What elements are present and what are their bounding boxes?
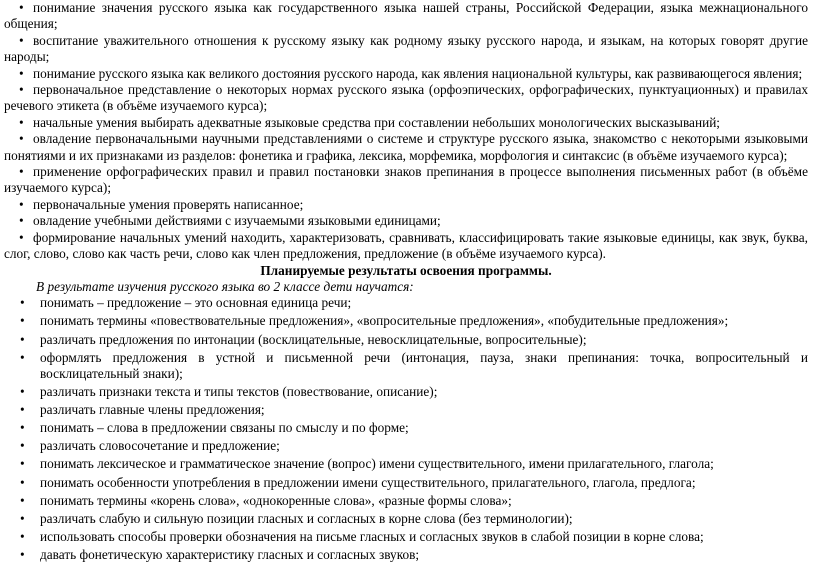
list-item-text: давать фонетическую характеристику гласных и согласных звуков; <box>40 546 420 562</box>
list-item-text: воспитание уважительного отношения к русскому языку как родному языку русского народа, и языкам, на которых говорят другие народы; <box>4 32 808 65</box>
bullet-icon: • <box>20 402 25 418</box>
list-item <box>4 295 808 311</box>
list-item <box>4 350 808 383</box>
list-item-text: оформлять предложения в устной и письменной речи (интонация, пауза, знаки препинания: точка, вопросительный и восклицательный знаки); <box>40 349 808 381</box>
list-item-text: понимать особенности употребления в предложении имени существительного, прилагательного, глагола, предлога; <box>40 474 696 490</box>
list-item-text: использовать способы проверки обозначения на письме гласных и согласных звуков в слабой позиции в корне слова; <box>40 528 704 544</box>
list-item-text: начальные умения выбирать адекватные языковые средства при составлении небольших монологических высказываний; <box>33 114 721 130</box>
list-item-text: овладение первоначальными научными представлениями о системе и структуре русского языка, знакомство с некоторыми языковыми понятиями и их признаками из разделов: фонетика и графика, лексика, морфемика, морфология и синтаксис (в объёме изучаемого курса); <box>4 131 808 163</box>
section-intro: В результате изучения русского языка во 2 классе дети научатся: <box>36 278 414 294</box>
bullet-icon: • <box>20 349 25 365</box>
bullet-icon: • <box>19 32 24 48</box>
bullet-icon: • <box>20 438 25 454</box>
bullet-icon: • <box>20 420 25 436</box>
section-title: Планируемые результаты освоения программы. <box>260 262 552 278</box>
list-item-text: различать главные члены предложения; <box>40 402 265 418</box>
list-item <box>4 33 808 66</box>
bullet-icon: • <box>19 0 24 15</box>
bullet-icon: • <box>19 82 24 98</box>
list-item-text: понимать лексическое и грамматическое значение (вопрос) имени существительного, имени прилагательного, глагола; <box>40 456 714 472</box>
list-item-text: понимать – слова в предложении связаны по смыслу и по форме; <box>40 420 409 436</box>
list-item <box>4 332 808 348</box>
list-item <box>4 547 808 563</box>
list-item-text: различать слабую и сильную позиции гласных и согласных в корне слова (без терминологии); <box>40 510 573 526</box>
list-item <box>4 164 808 197</box>
bullet-icon: • <box>19 213 24 229</box>
bullet-icon: • <box>20 331 25 347</box>
list-item <box>4 511 808 527</box>
bullet-icon: • <box>19 164 24 180</box>
list-item-text: овладение учебными действиями с изучаемыми языковыми единицами; <box>33 213 441 229</box>
list-item <box>4 0 808 33</box>
list-item-text: понимать термины «корень слова», «однокоренные слова», «разные формы слова»; <box>40 492 512 508</box>
list-item <box>4 529 808 545</box>
list-item <box>4 456 808 472</box>
list-item-text: различать признаки текста и типы текстов (повествование, описание); <box>40 384 438 400</box>
list-item-text: применение орфографических правил и правил постановки знаков препинания в процессе выполнения письменных работ (в объёме изучаемого курса); <box>4 164 808 196</box>
outcomes-list <box>4 295 808 563</box>
bullet-icon: • <box>19 196 24 212</box>
bullet-icon: • <box>20 546 25 562</box>
list-item <box>4 230 808 263</box>
list-item <box>4 493 808 509</box>
goals-list <box>4 0 808 263</box>
bullet-icon: • <box>20 295 25 311</box>
bullet-icon: • <box>20 492 25 508</box>
list-item <box>4 213 808 229</box>
bullet-icon: • <box>20 384 25 400</box>
list-item-text: первоначальные умения проверять написанное; <box>33 196 304 212</box>
bullet-icon: • <box>19 114 24 130</box>
list-item <box>4 131 808 164</box>
list-item <box>4 384 808 400</box>
list-item <box>4 115 808 131</box>
bullet-icon: • <box>20 313 25 329</box>
list-item-text: понимать термины «повествовательные предложения», «вопросительные предложения», «побудительные предложения»; <box>40 313 729 329</box>
list-item-text: формирование начальных умений находить, характеризовать, сравнивать, классифицировать такие языковые единицы, как звук, буква, слог, слово, слово как часть речи, слово как член предложения, предложение (в объёме изучаемого курса). <box>4 229 808 262</box>
bullet-icon: • <box>20 510 25 526</box>
list-item-text: понимание значения русского языка как государственного языка нашей страны, Российской Федерации, языка межнационального общения; <box>4 0 808 32</box>
bullet-icon: • <box>19 65 24 81</box>
list-item-text: первоначальное представление о некоторых нормах русского языка (орфоэпических, орфографических, пунктуационных) и правилах речевого этикета (в объёме изучаемого курса); <box>4 82 808 114</box>
bullet-icon: • <box>20 528 25 544</box>
bullet-icon: • <box>20 474 25 490</box>
list-item-text: понимание русского языка как великого достояния русского народа, как явления национальной культуры, как развивающегося явления; <box>33 65 803 81</box>
bullet-icon: • <box>19 229 24 245</box>
list-item <box>4 66 808 82</box>
list-item-text: различать словосочетание и предложение; <box>40 438 280 454</box>
bullet-icon: • <box>20 456 25 472</box>
list-item <box>4 197 808 213</box>
list-item <box>4 420 808 436</box>
list-item <box>4 438 808 454</box>
list-item <box>4 82 808 115</box>
list-item-text: понимать – предложение – это основная единица речи; <box>40 295 352 311</box>
list-item <box>4 402 808 418</box>
bullet-icon: • <box>19 131 24 147</box>
list-item-text: различать предложения по интонации (восклицательные, невосклицательные, вопросительные); <box>40 331 587 347</box>
list-item <box>4 313 808 329</box>
